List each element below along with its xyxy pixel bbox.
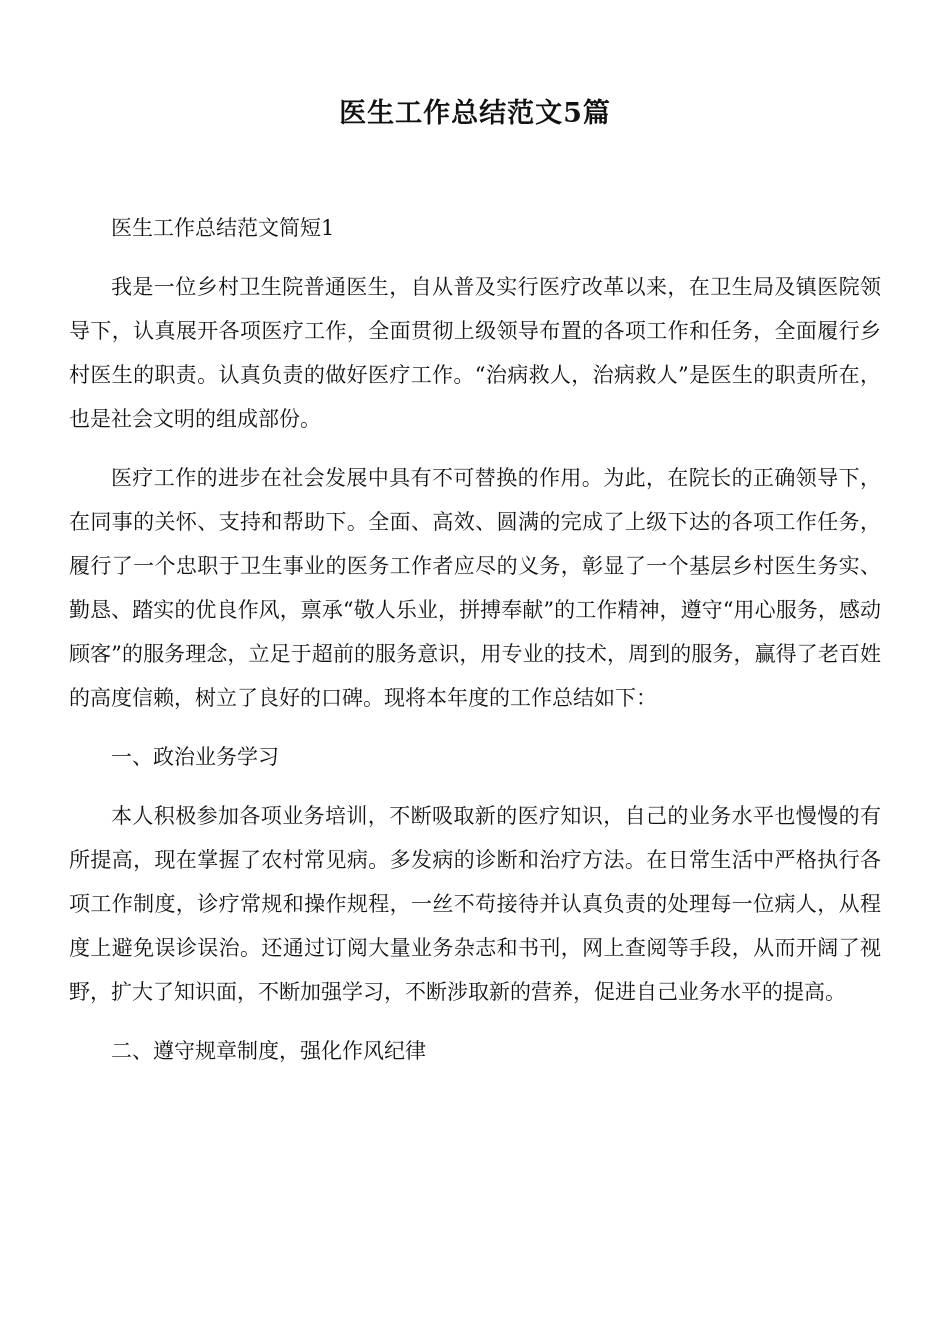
section-subtitle: 医生工作总结范文简短1 <box>111 216 335 240</box>
section-heading: 二、遵守规章制度，强化作风纪律 <box>111 1039 426 1063</box>
document-title: 医生工作总结范文5篇 <box>339 98 611 129</box>
document-body <box>69 206 881 1088</box>
section-heading: 一、政治业务学习 <box>111 745 279 769</box>
body-paragraph: 我是一位乡村卫生院普通医生，自从普及实行医疗改革以来，在卫生局及镇医院领导下，认真展开各项医疗工作，全面贯彻上级领导布置的各项工作和任务，全面履行乡村医生的职责。认真负责的做好医疗工作。“治病救人，治病救人”是医生的职责所在，也是社会文明的组成部份。 <box>69 275 881 431</box>
body-paragraph: 医疗工作的进步在社会发展中具有不可替换的作用。为此，在院长的正确领导下，在同事的关怀、支持和帮助下。全面、高效、圆满的完成了上级下达的各项工作任务，履行了一个忠职于卫生事业的医务工作者应尽的义务，彰显了一个基层乡村医生务实、勤恳、踏实的优良作风，禀承“敬人乐业，拼搏奉献”的工作精神，遵守“用心服务，感动顾客”的服务理念，立足于超前的服务意识，用专业的技术，周到的服务，赢得了老百姓的高度信赖，树立了良好的口碑。现将本年度的工作总结如下： <box>69 466 881 710</box>
body-paragraph: 本人积极参加各项业务培训，不断吸取新的医疗知识，自己的业务水平也慢慢的有所提高，现在掌握了农村常见病。多发病的诊断和治疗方法。在日常生活中严格执行各项工作制度，诊疗常规和操作规程，一丝不苟接待并认真负责的处理每一位病人，从程度上避免误诊误治。还通过订阅大量业务杂志和书刊，网上查阅等手段，从而开阔了视野，扩大了知识面，不断加强学习，不断涉取新的营养，促进自己业务水平的提高。 <box>69 804 881 1004</box>
